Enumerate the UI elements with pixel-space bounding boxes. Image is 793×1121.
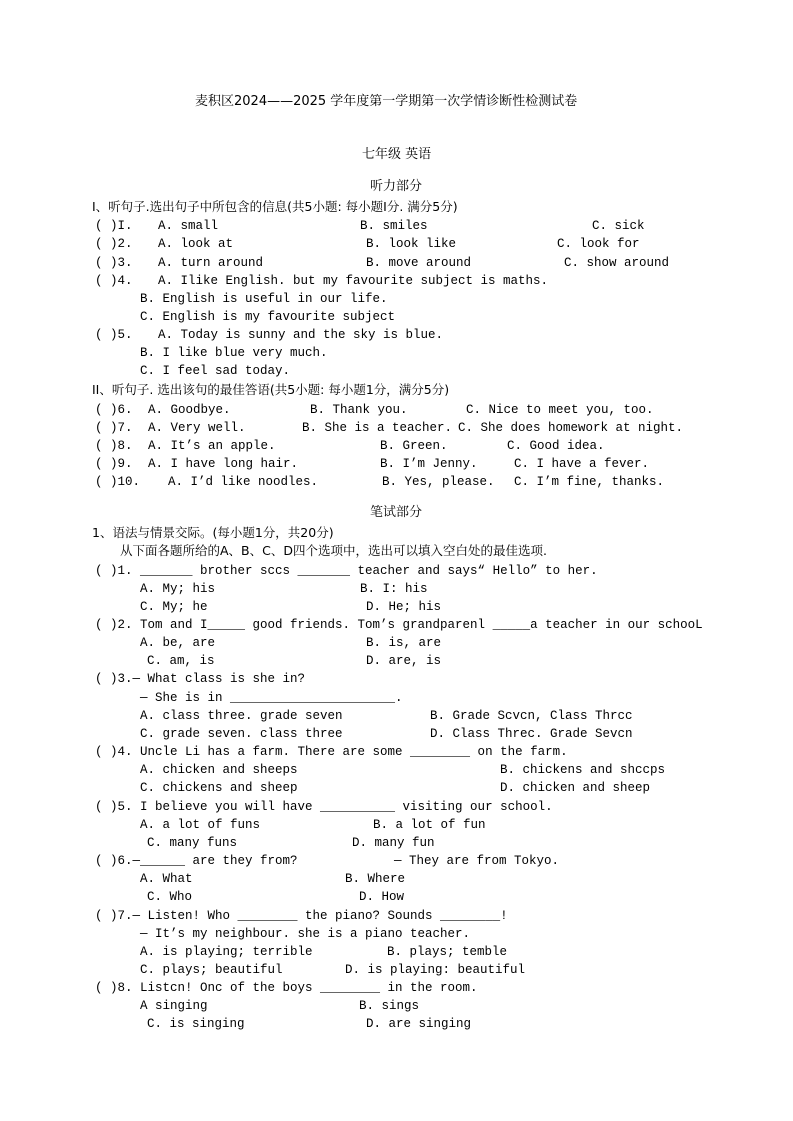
p1-q2-number: ( )2. <box>95 237 133 251</box>
g-q6-option-b: B. Where <box>345 872 406 886</box>
p1-q1-option-b: B. smiles <box>360 219 428 233</box>
p2-q10-option-b: B. Yes, please. <box>382 475 495 489</box>
grade-subject: 七年级 英语 <box>362 147 432 162</box>
g-q7-stem: ( )7.— Listen! Who ________ the piano? Sounds ________! <box>95 909 508 923</box>
g-q1-stem: ( )1. _______ brother sccs _______ teacher and says“ Hello” to her. <box>95 564 598 578</box>
grammar-instruction: 1、语法与情景交际。(每小题1分，共20分) <box>92 525 334 540</box>
p1-q5-option-a: A. Today is sunny and the sky is blue. <box>158 328 444 342</box>
p1-q1-option-a: A. small <box>158 219 219 233</box>
p2-q8-option-a: A. It’s an apple. <box>148 439 276 453</box>
p1-q4-option-c: C. English is my favourite subject <box>140 310 396 324</box>
g-q3-option-c: C. grade seven. class three <box>140 727 343 741</box>
g-q2-option-b: B. is, are <box>366 636 442 650</box>
g-q4-option-b: B. chickens and shccps <box>500 763 666 777</box>
p1-q3-number: ( )3. <box>95 256 133 270</box>
g-q8-stem: ( )8. Listcn! Onc of the boys ________ in the room. <box>95 981 478 995</box>
p2-q10-option-a: A. I’d like noodles. <box>168 475 319 489</box>
p2-q8-option-c: C. Good idea. <box>507 439 605 453</box>
writing-heading: 笔试部分 <box>370 505 423 520</box>
p1-q5-option-c: C. I feel sad today. <box>140 364 291 378</box>
g-q3-option-d: D. Class Threc. Grade Sevcn <box>430 727 633 741</box>
g-q6-stem: ( )6.—______ are they from? <box>95 854 298 868</box>
p2-q9-number: ( )9. <box>95 457 133 471</box>
g-q5-option-c: C. many funs <box>147 836 238 850</box>
p1-q4-option-a: A. Ilike English. but my favourite subject is maths. <box>158 274 549 288</box>
g-q5-stem: ( )5. I believe you will have __________ visiting our school. <box>95 800 553 814</box>
p2-q9-option-a: A. I have long hair. <box>148 457 299 471</box>
p2-q8-number: ( )8. <box>95 439 133 453</box>
p1-q4-option-b: B. English is useful in our life. <box>140 292 388 306</box>
g-q6-option-a: A. What <box>140 872 193 886</box>
grammar-sub-instruction: 从下面各题所给的A、B、C、D四个选项中，选出可以填入空白处的最佳选项. <box>120 543 547 558</box>
p2-q6-option-b: B. Thank you. <box>310 403 408 417</box>
g-q1-option-d: D. He; his <box>366 600 442 614</box>
g-q3-option-a: A. class three. grade seven <box>140 709 343 723</box>
p2-q7-option-a: A. Very well. <box>148 421 246 435</box>
p1-q2-option-c: C. look for <box>557 237 640 251</box>
g-q8-option-d: D. are singing <box>366 1017 472 1031</box>
p1-q3-option-a: A. turn around <box>158 256 264 270</box>
g-q8-option-b: B. sings <box>359 999 420 1013</box>
part1-instruction: I、听句子.选出句子中所包含的信息(共5小题: 每小题I分. 满分5分) <box>92 199 458 214</box>
g-q8-option-c: C. is singing <box>147 1017 245 1031</box>
g-q7-option-c: C. plays; beautiful <box>140 963 283 977</box>
g-q3-option-b: B. Grade Scvcn, Class Thrcc <box>430 709 633 723</box>
g-q2-stem: ( )2. Tom and I_____ good friends. Tom’s grandparenl _____a teacher in our schooL <box>95 618 703 632</box>
g-q1-option-a: A. My; his <box>140 582 216 596</box>
g-q4-option-c: C. chickens and sheep <box>140 781 298 795</box>
p2-q6-option-c: C. Nice to meet you, too. <box>466 403 654 417</box>
g-q7-option-d: D. is playing: beautiful <box>345 963 526 977</box>
g-q5-option-a: A. a lot of funs <box>140 818 261 832</box>
g-q6-option-c: C. Who <box>147 890 193 904</box>
g-q1-option-c: C. My; he <box>140 600 208 614</box>
p2-q10-option-c: C. I’m fine, thanks. <box>514 475 665 489</box>
g-q2-option-a: A. be, are <box>140 636 216 650</box>
g-q7-option-a: A. is playing; terrible <box>140 945 313 959</box>
g-q5-option-b: B. a lot of fun <box>373 818 486 832</box>
g-q4-option-a: A. chicken and sheeps <box>140 763 298 777</box>
g-q3-line2: — She is in ______________________. <box>140 691 403 705</box>
g-q6-option-d: D. How <box>359 890 405 904</box>
p1-q4-number: ( )4. <box>95 274 133 288</box>
p1-q1-option-c: C. sick <box>592 219 645 233</box>
g-q5-option-d: D. many fun <box>352 836 435 850</box>
p2-q9-option-c: C. I have a fever. <box>514 457 650 471</box>
p1-q3-option-c: C. show around <box>564 256 670 270</box>
p1-q2-option-b: B. look like <box>366 237 457 251</box>
p1-q2-option-a: A. look at <box>158 237 234 251</box>
p1-q1-number: ( )I. <box>95 219 133 233</box>
p1-q5-option-b: B. I like blue very much. <box>140 346 328 360</box>
g-q2-option-d: D. are, is <box>366 654 442 668</box>
p2-q6-number: ( )6. <box>95 403 133 417</box>
p2-q6-option-a: A. Goodbye. <box>148 403 231 417</box>
g-q6-reply: — They are from Tokyo. <box>394 854 560 868</box>
g-q8-option-a: A singing <box>140 999 208 1013</box>
listening-heading: 听力部分 <box>370 179 423 194</box>
g-q7-line2: — It’s my neighbour. she is a piano teacher. <box>140 927 471 941</box>
g-q3-stem: ( )3.— What class is she in? <box>95 672 306 686</box>
g-q1-option-b: B. I: his <box>360 582 428 596</box>
p2-q7-option-b: B. She is a teacher. <box>302 421 453 435</box>
p2-q10-number: ( )10. <box>95 475 141 489</box>
g-q4-stem: ( )4. Uncle Li has a farm. There are some ________ on the farm. <box>95 745 568 759</box>
p2-q9-option-b: B. I’m Jenny. <box>380 457 478 471</box>
p1-q5-number: ( )5. <box>95 328 133 342</box>
part2-instruction: II、听句子. 选出该句的最佳答语(共5小题: 每小题1分，满分5分) <box>92 382 450 397</box>
p1-q3-option-b: B. move around <box>366 256 472 270</box>
p2-q7-number: ( )7. <box>95 421 133 435</box>
g-q7-option-b: B. plays; temble <box>387 945 508 959</box>
g-q2-option-c: C. am, is <box>147 654 215 668</box>
exam-title: 麦积区2024——2025 学年度第一学期第一次学情诊断性检测试卷 <box>195 94 578 109</box>
p2-q8-option-b: B. Green. <box>380 439 448 453</box>
p2-q7-option-c: C. She does homework at night. <box>458 421 684 435</box>
g-q4-option-d: D. chicken and sheep <box>500 781 651 795</box>
